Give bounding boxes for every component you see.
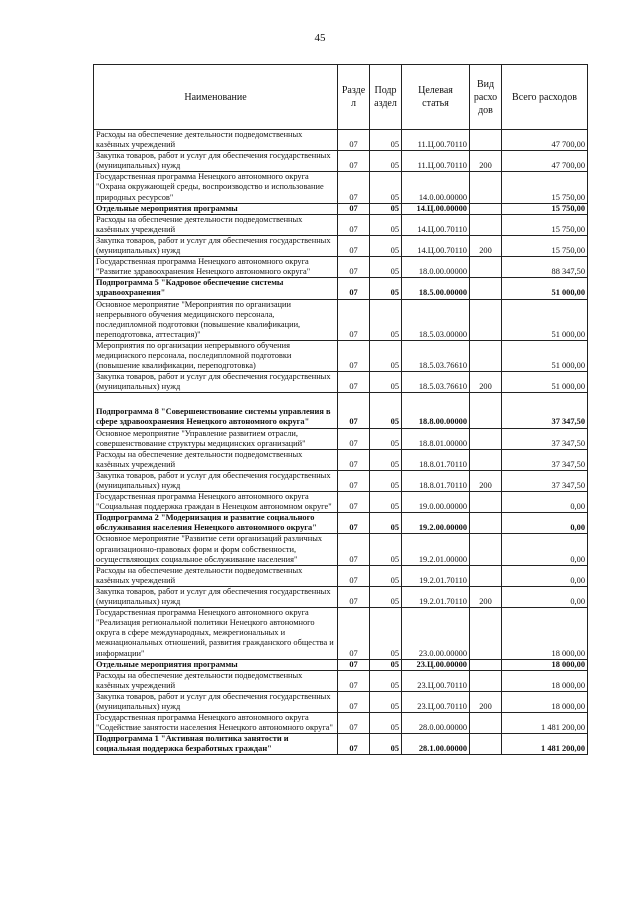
cell-name: Государственная программа Ненецкого автономного округа "Социальная поддержка граждан в Ненецком автономном округе": [94, 492, 338, 513]
table-row: [94, 172, 588, 203]
cell-total: 88 347,50: [502, 257, 588, 278]
cell-razdel: 07: [338, 449, 370, 470]
cell-total: 1 481 200,00: [502, 713, 588, 734]
cell-razdel: 07: [338, 492, 370, 513]
table-row: [94, 372, 588, 393]
cell-podrazdel: 05: [370, 203, 402, 214]
table-row: [94, 586, 588, 607]
cell-razdel: 07: [338, 151, 370, 172]
cell-vid: [470, 492, 502, 513]
table-row: [94, 151, 588, 172]
cell-razdel: 07: [338, 586, 370, 607]
cell-tselevaya: 19.2.00.00000: [402, 513, 470, 534]
cell-name: Закупка товаров, работ и услуг для обеспечения государственных (муниципальных) нужд: [94, 586, 338, 607]
cell-tselevaya: 28.1.00.00000: [402, 734, 470, 755]
cell-razdel: 07: [338, 513, 370, 534]
cell-tselevaya: 23.0.00.00000: [402, 608, 470, 659]
cell-tselevaya: 14.Ц.00.70110: [402, 214, 470, 235]
cell-name: Подпрограмма 2 "Модернизация и развитие социального обслуживания населения Ненецкого автономного округа": [94, 513, 338, 534]
cell-total: 47 700,00: [502, 151, 588, 172]
cell-podrazdel: 05: [370, 151, 402, 172]
cell-name: Расходы на обеспечение деятельности подведомственных казённых учреждений: [94, 670, 338, 691]
table-row: [94, 734, 588, 755]
cell-podrazdel: 05: [370, 608, 402, 659]
cell-tselevaya: 19.2.01.70110: [402, 586, 470, 607]
table-row: [94, 203, 588, 214]
cell-podrazdel: 05: [370, 492, 402, 513]
cell-vid: [470, 713, 502, 734]
cell-total: 51 000,00: [502, 278, 588, 299]
budget-table: [93, 64, 588, 755]
cell-razdel: 07: [338, 713, 370, 734]
cell-podrazdel: 05: [370, 565, 402, 586]
cell-podrazdel: 05: [370, 670, 402, 691]
cell-total: 37 347,50: [502, 470, 588, 491]
cell-tselevaya: 14.0.00.00000: [402, 172, 470, 203]
cell-name: Закупка товаров, работ и услуг для обеспечения государственных (муниципальных) нужд: [94, 470, 338, 491]
cell-tselevaya: 18.5.03.76610: [402, 372, 470, 393]
cell-razdel: 07: [338, 534, 370, 565]
cell-tselevaya: 18.8.00.00000: [402, 393, 470, 428]
table-row: [94, 608, 588, 659]
cell-razdel: 07: [338, 393, 370, 428]
cell-name: Расходы на обеспечение деятельности подведомственных казённых учреждений: [94, 214, 338, 235]
table-header-row: [94, 65, 588, 130]
cell-name: Закупка товаров, работ и услуг для обеспечения государственных (муниципальных) нужд: [94, 372, 338, 393]
cell-razdel: 07: [338, 691, 370, 712]
cell-vid: [470, 257, 502, 278]
cell-tselevaya: 19.0.00.00000: [402, 492, 470, 513]
cell-name: Государственная программа Ненецкого автономного округа "Развитие здравоохранения Ненецкого автономного округа": [94, 257, 338, 278]
cell-razdel: 07: [338, 235, 370, 256]
cell-razdel: 07: [338, 372, 370, 393]
cell-total: 15 750,00: [502, 235, 588, 256]
cell-tselevaya: 18.8.01.70110: [402, 470, 470, 491]
cell-total: 51 000,00: [502, 372, 588, 393]
cell-total: 47 700,00: [502, 130, 588, 151]
cell-total: 18 000,00: [502, 608, 588, 659]
cell-tselevaya: 18.5.03.00000: [402, 299, 470, 340]
cell-vid: [470, 214, 502, 235]
cell-vid: 200: [470, 691, 502, 712]
cell-tselevaya: 11.Ц.00.70110: [402, 151, 470, 172]
table-row: [94, 393, 588, 428]
cell-total: 0,00: [502, 534, 588, 565]
cell-tselevaya: 28.0.00.00000: [402, 713, 470, 734]
cell-podrazdel: 05: [370, 691, 402, 712]
cell-vid: [470, 734, 502, 755]
cell-razdel: 07: [338, 565, 370, 586]
header-razdel: Разде л: [338, 65, 370, 130]
cell-vid: 200: [470, 586, 502, 607]
cell-razdel: 07: [338, 608, 370, 659]
table-row: [94, 534, 588, 565]
cell-name: Расходы на обеспечение деятельности подведомственных казённых учреждений: [94, 565, 338, 586]
cell-name: Расходы на обеспечение деятельности подведомственных казённых учреждений: [94, 130, 338, 151]
cell-name: Мероприятия по организации непрерывного обучения медицинского персонала, последипломной подготовки (повышение квалификации, переподготовка): [94, 340, 338, 371]
cell-name: Основное мероприятие "Развитие сети организаций различных организационно-правовых форм и форм собственности, осуществляющих социальное обслуживание населения": [94, 534, 338, 565]
cell-vid: [470, 670, 502, 691]
cell-razdel: 07: [338, 203, 370, 214]
cell-razdel: 07: [338, 130, 370, 151]
table-row: [94, 492, 588, 513]
cell-vid: [470, 203, 502, 214]
table-row: [94, 449, 588, 470]
cell-name: Подпрограмма 8 "Совершенствование системы управления в сфере здравоохранения Ненецкого автономного округа": [94, 393, 338, 428]
cell-name: Закупка товаров, работ и услуг для обеспечения государственных (муниципальных) нужд: [94, 235, 338, 256]
cell-podrazdel: 05: [370, 257, 402, 278]
page-number: 45: [314, 32, 326, 44]
cell-total: 18 000,00: [502, 691, 588, 712]
cell-total: 1 481 200,00: [502, 734, 588, 755]
cell-podrazdel: 05: [370, 372, 402, 393]
cell-tselevaya: 23.Ц.00.00000: [402, 659, 470, 670]
cell-total: 0,00: [502, 586, 588, 607]
cell-podrazdel: 05: [370, 340, 402, 371]
cell-razdel: 07: [338, 428, 370, 449]
cell-vid: [470, 565, 502, 586]
cell-razdel: 07: [338, 299, 370, 340]
cell-tselevaya: 18.5.03.76610: [402, 340, 470, 371]
table-row: [94, 278, 588, 299]
cell-podrazdel: 05: [370, 235, 402, 256]
cell-vid: [470, 340, 502, 371]
cell-tselevaya: 11.Ц.00.70110: [402, 130, 470, 151]
cell-vid: [470, 608, 502, 659]
cell-total: 51 000,00: [502, 340, 588, 371]
cell-razdel: 07: [338, 214, 370, 235]
table-row: [94, 428, 588, 449]
cell-total: 0,00: [502, 492, 588, 513]
table-row: [94, 299, 588, 340]
cell-podrazdel: 05: [370, 278, 402, 299]
cell-podrazdel: 05: [370, 393, 402, 428]
cell-vid: [470, 278, 502, 299]
header-vid: Вид расхо дов: [470, 65, 502, 130]
cell-razdel: 07: [338, 172, 370, 203]
cell-razdel: 07: [338, 470, 370, 491]
table-row: [94, 659, 588, 670]
cell-vid: [470, 534, 502, 565]
cell-razdel: 07: [338, 278, 370, 299]
table-row: [94, 670, 588, 691]
table-body: [94, 130, 588, 755]
header-total: Всего расходов: [502, 65, 588, 130]
cell-razdel: 07: [338, 734, 370, 755]
cell-name: Расходы на обеспечение деятельности подведомственных казённых учреждений: [94, 449, 338, 470]
cell-name: Государственная программа Ненецкого автономного округа "Реализация региональной политики Ненецкого автономного округа в сфере международных, межрегиональных и межнациональных отношений, развития гражданского общества и информации": [94, 608, 338, 659]
cell-total: 15 750,00: [502, 203, 588, 214]
cell-razdel: 07: [338, 659, 370, 670]
cell-name: Закупка товаров, работ и услуг для обеспечения государственных (муниципальных) нужд: [94, 691, 338, 712]
table-row: [94, 340, 588, 371]
cell-name: Государственная программа Ненецкого автономного округа "Охрана окружающей среды, воспроизводство и использование природных ресурсов": [94, 172, 338, 203]
table-row: [94, 235, 588, 256]
table-row: [94, 130, 588, 151]
cell-vid: [470, 659, 502, 670]
cell-podrazdel: 05: [370, 214, 402, 235]
table-row: [94, 691, 588, 712]
cell-total: 51 000,00: [502, 299, 588, 340]
cell-total: 37 347,50: [502, 449, 588, 470]
cell-podrazdel: 05: [370, 449, 402, 470]
cell-tselevaya: 18.0.00.00000: [402, 257, 470, 278]
cell-name: Отдельные мероприятия программы: [94, 659, 338, 670]
table-row: [94, 513, 588, 534]
cell-tselevaya: 23.Ц.00.70110: [402, 670, 470, 691]
cell-podrazdel: 05: [370, 713, 402, 734]
table-row: [94, 565, 588, 586]
cell-name: Закупка товаров, работ и услуг для обеспечения государственных (муниципальных) нужд: [94, 151, 338, 172]
cell-podrazdel: 05: [370, 659, 402, 670]
header-podrazdel: Подр аздел: [370, 65, 402, 130]
cell-tselevaya: 18.8.01.70110: [402, 449, 470, 470]
cell-tselevaya: 23.Ц.00.70110: [402, 691, 470, 712]
cell-podrazdel: 05: [370, 172, 402, 203]
cell-total: 37 347,50: [502, 428, 588, 449]
cell-podrazdel: 05: [370, 513, 402, 534]
cell-razdel: 07: [338, 670, 370, 691]
cell-name: Подпрограмма 1 "Активная политика занятости и социальная поддержка безработных граждан": [94, 734, 338, 755]
cell-podrazdel: 05: [370, 130, 402, 151]
cell-tselevaya: 18.5.00.00000: [402, 278, 470, 299]
cell-total: 0,00: [502, 565, 588, 586]
cell-name: Государственная программа Ненецкого автономного округа "Содействие занятости населения Ненецкого автономного округа": [94, 713, 338, 734]
table-row: [94, 713, 588, 734]
table-row: [94, 214, 588, 235]
cell-podrazdel: 05: [370, 428, 402, 449]
cell-name: Основное мероприятие "Мероприятия по организации непрерывного обучения медицинского персонала, последипломной подготовки (повышение квалификации, переподготовка, аттестация)": [94, 299, 338, 340]
cell-tselevaya: 19.2.01.00000: [402, 534, 470, 565]
cell-vid: [470, 130, 502, 151]
cell-tselevaya: 14.Ц.00.70110: [402, 235, 470, 256]
header-name: Наименование: [94, 65, 338, 130]
cell-vid: [470, 393, 502, 428]
cell-vid: 200: [470, 372, 502, 393]
cell-vid: [470, 449, 502, 470]
cell-razdel: 07: [338, 257, 370, 278]
cell-tselevaya: 19.2.01.70110: [402, 565, 470, 586]
cell-podrazdel: 05: [370, 534, 402, 565]
cell-vid: [470, 172, 502, 203]
cell-razdel: 07: [338, 340, 370, 371]
cell-total: 15 750,00: [502, 214, 588, 235]
cell-tselevaya: 18.8.01.00000: [402, 428, 470, 449]
cell-name: Отдельные мероприятия программы: [94, 203, 338, 214]
table-row: [94, 257, 588, 278]
cell-vid: [470, 428, 502, 449]
cell-vid: 200: [470, 470, 502, 491]
cell-vid: 200: [470, 151, 502, 172]
cell-podrazdel: 05: [370, 586, 402, 607]
cell-tselevaya: 14.Ц.00.00000: [402, 203, 470, 214]
cell-podrazdel: 05: [370, 734, 402, 755]
cell-total: 0,00: [502, 513, 588, 534]
cell-name: Основное мероприятие "Управление развитием отрасли, совершенствование структуры медицинских организаций": [94, 428, 338, 449]
cell-vid: [470, 513, 502, 534]
cell-vid: [470, 299, 502, 340]
cell-podrazdel: 05: [370, 470, 402, 491]
cell-total: 15 750,00: [502, 172, 588, 203]
cell-total: 18 000,00: [502, 670, 588, 691]
cell-total: 18 000,00: [502, 659, 588, 670]
header-tselevaya: Целевая статья: [402, 65, 470, 130]
cell-name: Подпрограмма 5 "Кадровое обеспечение системы здравоохранения": [94, 278, 338, 299]
table-row: [94, 470, 588, 491]
cell-total: 37 347,50: [502, 393, 588, 428]
cell-podrazdel: 05: [370, 299, 402, 340]
cell-vid: 200: [470, 235, 502, 256]
